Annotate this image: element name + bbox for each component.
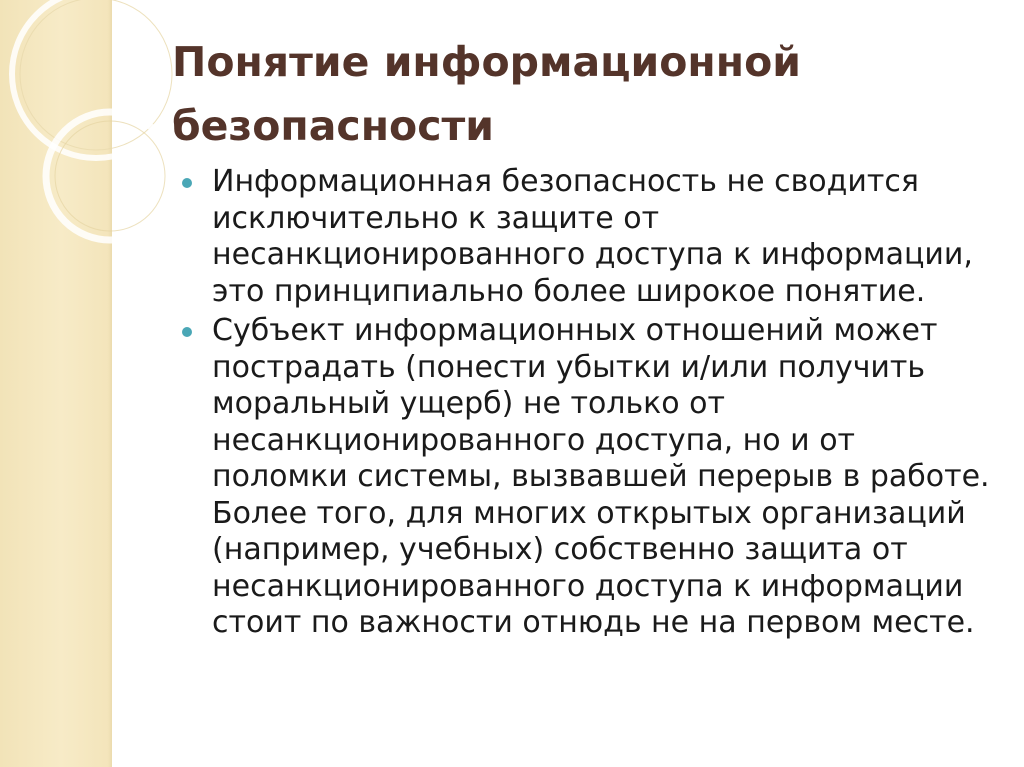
bullet-text: Субъект информационных отношений может пострадать (понести убытки и/или получить моральный ущерб) не только от несанкционированного доступа, но и от поломки системы, вызвавшей перерыв в работе. Более того, для многих открытых организаций (например, учебных) собственно защита от несанкционированного доступа к информации стоит по важности отнюдь не на первом месте. [212, 313, 990, 640]
bullet-item [180, 164, 1000, 310]
bullet-text: Информационная безопасность не сводится исключительно к защите от несанкционированного доступа к информации, это принципиально более широкое понятие. [212, 164, 973, 309]
ring-bottom-outer [46, 112, 174, 240]
bullet-dot-icon [182, 327, 192, 337]
bullet-item [180, 313, 1000, 642]
bullet-list [180, 164, 1000, 645]
decorative-rings [0, 0, 200, 300]
slide-title: Понятие информационной безопасности [172, 38, 801, 150]
bullet-dot-icon [182, 178, 192, 188]
